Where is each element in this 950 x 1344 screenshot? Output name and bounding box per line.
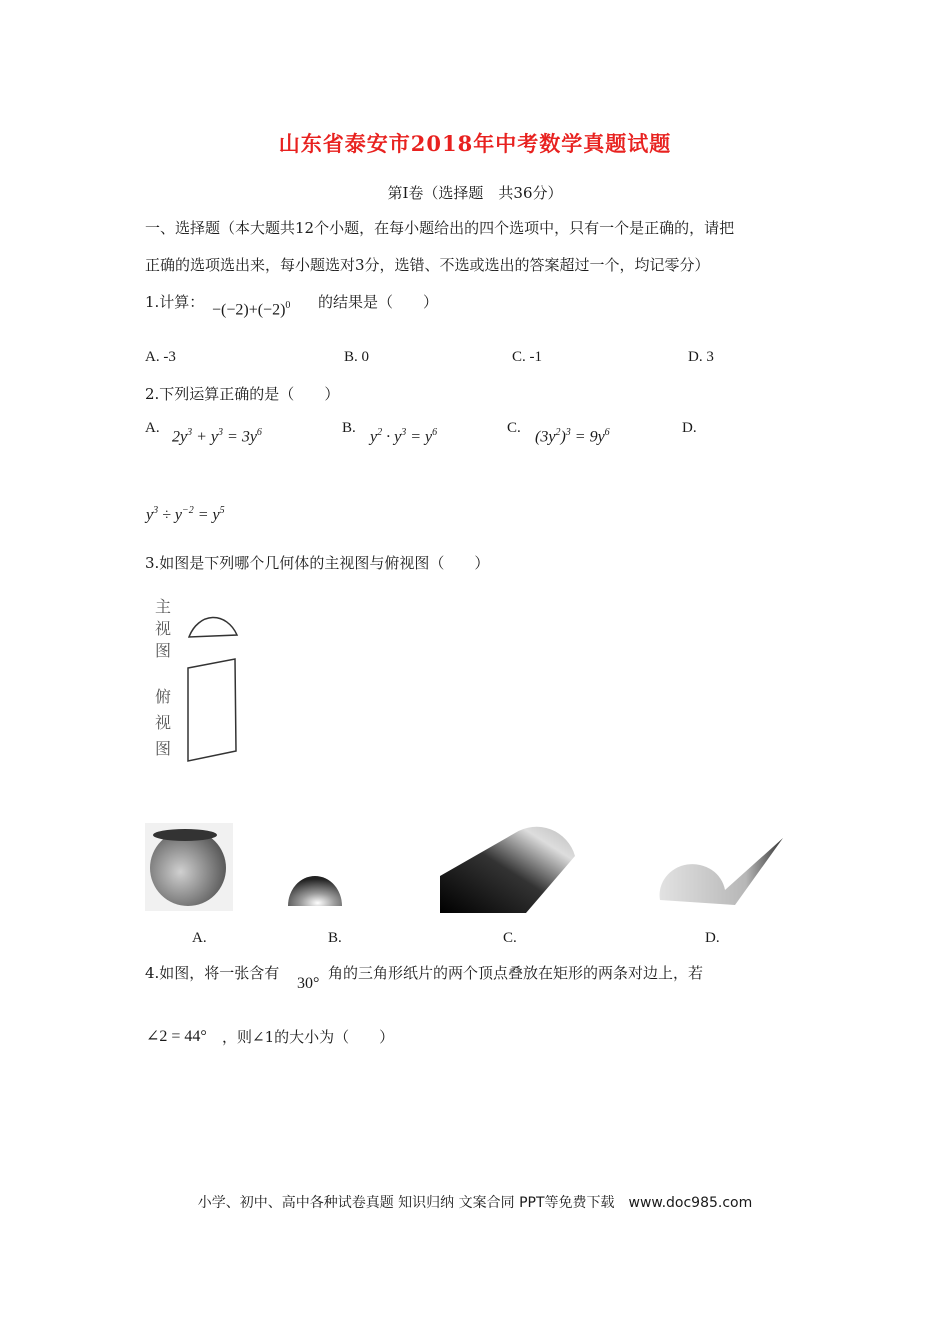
top-view-label: 俯 视 图 bbox=[155, 687, 172, 758]
top-view-rectangle bbox=[188, 659, 236, 761]
q1-option-c: C. -1 bbox=[512, 349, 542, 365]
q3-stem: 3.如图是下列哪个几何体的主视图与俯视图（ ） bbox=[145, 554, 490, 572]
q2-label-a: A. bbox=[145, 420, 160, 436]
sphere-cut-top bbox=[153, 829, 217, 841]
hemisphere bbox=[288, 876, 342, 906]
q3-label-a: A. bbox=[192, 930, 207, 946]
front-view-label: 主 视 图 bbox=[155, 597, 172, 660]
footer-text: 小学、初中、高中各种试卷真题 知识归纳 文案合同 PPT等免费下载 www.doc985.com bbox=[197, 1195, 753, 1211]
q3-solids-figure bbox=[140, 820, 800, 920]
q4-stem-a: 4.如图，将一张含有 bbox=[145, 964, 280, 982]
instructions-line-1: 一、选择题（本大题共12个小题，在每小题给出的四个选项中，只有一个是正确的，请把 bbox=[145, 219, 735, 237]
q2-label-c: C. bbox=[507, 420, 521, 436]
q4-stem-c: ，则∠1的大小为（ ） bbox=[222, 1028, 395, 1046]
half-cone bbox=[660, 838, 783, 905]
q3-label-b: B. bbox=[328, 930, 342, 946]
q3-label-d: D. bbox=[705, 930, 720, 946]
q2-label-b: B. bbox=[342, 420, 356, 436]
instructions-line-2: 正确的选项选出来，每小题选对3分，选错、不选或选出的答案超过一个，均记零分） bbox=[145, 256, 710, 274]
q2-label-d: D. bbox=[682, 420, 697, 436]
q3-views-figure bbox=[185, 595, 245, 770]
q1-option-a: A. -3 bbox=[145, 349, 176, 365]
q2-option-c: $(3y^2)^3 = 9y^6$ bbox=[535, 427, 610, 446]
q4-condition: ∠2 = 44° bbox=[146, 1028, 207, 1045]
q1-prefix: 1.计算： bbox=[145, 293, 205, 311]
truncated-sphere bbox=[150, 830, 226, 906]
q2-option-d: $y^3 \div y^{-2} = y^5$ bbox=[146, 505, 225, 524]
section-heading: 第Ⅰ卷（选择题 共36分） bbox=[387, 184, 563, 202]
q1-option-d: D. 3 bbox=[688, 349, 714, 365]
q2-option-b: $y^2 \cdot y^3 = y^6$ bbox=[370, 427, 438, 446]
q1-suffix: 的结果是（ ） bbox=[318, 293, 439, 311]
half-cylinder bbox=[440, 827, 575, 913]
q2-option-a: $2y^3 + y^3 = 3y^6$ bbox=[172, 427, 262, 446]
q4-stem-b: 角的三角形纸片的两个顶点叠放在矩形的两条对边上，若 bbox=[328, 964, 704, 982]
q4-angle: 30° bbox=[297, 975, 320, 992]
q2-stem: 2.下列运算正确的是（ ） bbox=[145, 385, 340, 403]
q3-label-c: C. bbox=[503, 930, 517, 946]
page-title: 山东省泰安市2018年中考数学真题试题 bbox=[278, 131, 672, 156]
q1-option-b: B. 0 bbox=[344, 349, 370, 365]
front-view-semicircle bbox=[189, 618, 237, 637]
q1-expression: $-(-2)+(-2)^0$ bbox=[212, 300, 291, 319]
